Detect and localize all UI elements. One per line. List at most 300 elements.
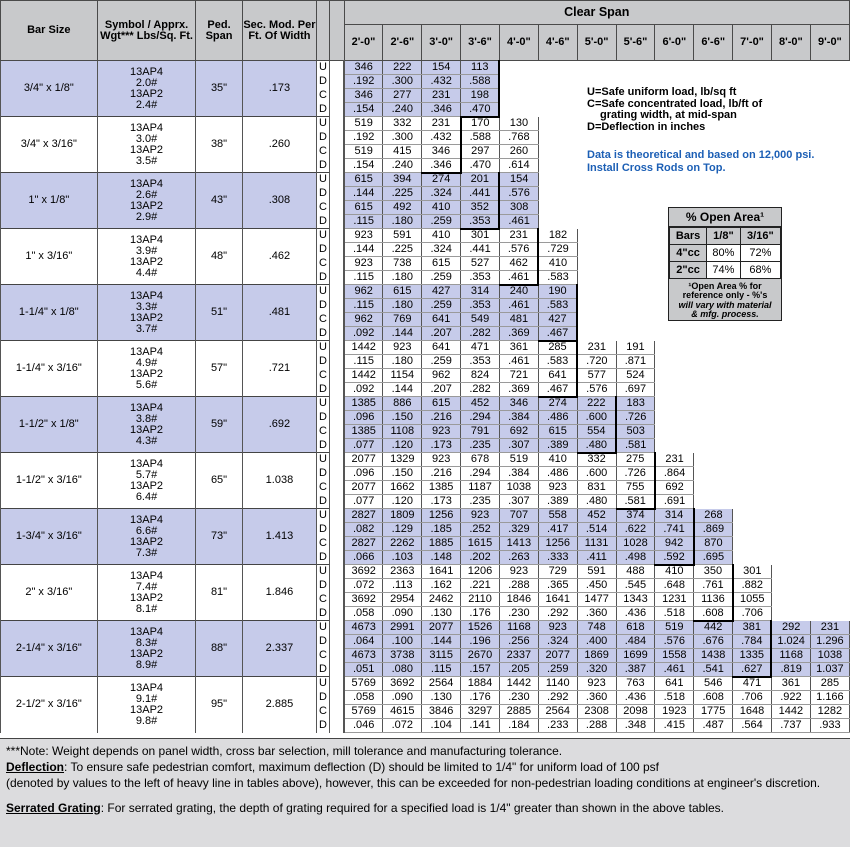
value-cell: 791 bbox=[461, 425, 500, 439]
row-letter: C bbox=[317, 145, 330, 159]
row-letter: U bbox=[317, 565, 330, 579]
value-cell: .384 bbox=[499, 411, 538, 425]
symbol-line: 13AP2 bbox=[130, 87, 164, 100]
span-header: 2'-0" bbox=[344, 25, 383, 61]
value-cell: .387 bbox=[616, 663, 655, 677]
open-area-row-label: 4"cc bbox=[670, 245, 707, 262]
empty-cell bbox=[771, 467, 810, 481]
symbol-line: 9.8# bbox=[135, 714, 158, 727]
symbol-line: 6.4# bbox=[135, 490, 158, 503]
empty-cell bbox=[616, 313, 655, 327]
value-cell: .307 bbox=[499, 439, 538, 453]
value-cell: 1885 bbox=[422, 537, 461, 551]
empty-cell bbox=[733, 509, 772, 523]
value-cell: 452 bbox=[577, 509, 616, 523]
empty-cell bbox=[771, 117, 810, 131]
row-letter: C bbox=[317, 89, 330, 103]
ped-span-cell: 81" bbox=[196, 565, 242, 621]
value-cell: 615 bbox=[538, 425, 577, 439]
value-cell: 1615 bbox=[461, 537, 500, 551]
value-cell: 277 bbox=[383, 89, 422, 103]
value-cell: .726 bbox=[616, 467, 655, 481]
empty-cell bbox=[810, 229, 849, 243]
empty-cell bbox=[577, 327, 616, 341]
value-cell: .461 bbox=[499, 271, 538, 285]
value-cell: 198 bbox=[461, 89, 500, 103]
value-cell: .933 bbox=[810, 719, 849, 733]
value-cell: 410 bbox=[422, 229, 461, 243]
value-cell: 231 bbox=[577, 341, 616, 355]
value-cell: 314 bbox=[461, 285, 500, 299]
symbol-line: 3.9# bbox=[135, 244, 158, 257]
value-cell: 3692 bbox=[344, 593, 383, 607]
empty-cell bbox=[810, 327, 849, 341]
empty-cell bbox=[538, 159, 577, 173]
value-cell: .100 bbox=[383, 635, 422, 649]
empty-cell bbox=[694, 467, 733, 481]
value-cell: .092 bbox=[344, 383, 383, 397]
value-cell: 1028 bbox=[616, 537, 655, 551]
value-cell: 427 bbox=[422, 285, 461, 299]
value-cell: .162 bbox=[422, 579, 461, 593]
symbol-cell bbox=[97, 621, 196, 677]
value-cell: 1477 bbox=[577, 593, 616, 607]
row-letter: D bbox=[317, 131, 330, 145]
empty-cell bbox=[771, 75, 810, 89]
row-gap bbox=[329, 89, 344, 103]
symbol-line: 13AP4 bbox=[130, 457, 164, 470]
empty-cell bbox=[810, 61, 849, 75]
value-cell: .389 bbox=[538, 439, 577, 453]
row-gap bbox=[329, 411, 344, 425]
value-cell: 1699 bbox=[616, 649, 655, 663]
footnote-line: reference only - %'s bbox=[682, 290, 768, 301]
value-cell: .240 bbox=[383, 103, 422, 117]
value-cell: 5769 bbox=[344, 677, 383, 691]
empty-cell bbox=[733, 411, 772, 425]
legend bbox=[587, 87, 762, 133]
value-cell: .819 bbox=[771, 663, 810, 677]
row-gap bbox=[329, 537, 344, 551]
value-cell: .225 bbox=[383, 187, 422, 201]
sec-mod-cell: .308 bbox=[242, 173, 317, 229]
open-area-cell: 80% bbox=[707, 245, 741, 262]
value-cell: .581 bbox=[616, 439, 655, 453]
footnote-line: & mfg. process. bbox=[691, 309, 759, 320]
symbol-line: 2.0# bbox=[135, 76, 158, 89]
value-cell: .353 bbox=[461, 299, 500, 313]
value-cell: .737 bbox=[771, 719, 810, 733]
empty-cell bbox=[810, 467, 849, 481]
value-cell: .115 bbox=[344, 271, 383, 285]
value-cell: .120 bbox=[383, 495, 422, 509]
value-cell: 824 bbox=[461, 369, 500, 383]
value-cell: .480 bbox=[577, 495, 616, 509]
value-cell: .417 bbox=[538, 523, 577, 537]
symbol-line: 13AP4 bbox=[130, 233, 164, 246]
value-cell: 641 bbox=[538, 369, 577, 383]
row-gap bbox=[329, 649, 344, 663]
value-cell: .288 bbox=[499, 579, 538, 593]
value-cell: 641 bbox=[422, 313, 461, 327]
bar-size-cell: 2" x 3/16" bbox=[1, 565, 98, 621]
symbol-cell bbox=[97, 509, 196, 565]
value-cell: 154 bbox=[422, 61, 461, 75]
value-cell: 471 bbox=[461, 341, 500, 355]
symbol-line: 13AP2 bbox=[130, 479, 164, 492]
value-cell: 692 bbox=[499, 425, 538, 439]
empty-cell bbox=[771, 523, 810, 537]
empty-cell bbox=[694, 411, 733, 425]
value-cell: 2077 bbox=[344, 453, 383, 467]
row-gap bbox=[329, 621, 344, 635]
row-letter: U bbox=[317, 621, 330, 635]
empty-cell bbox=[771, 411, 810, 425]
value-cell: 346 bbox=[344, 61, 383, 75]
row-letter: C bbox=[317, 313, 330, 327]
empty-cell bbox=[538, 201, 577, 215]
value-cell: 442 bbox=[694, 621, 733, 635]
row-gap bbox=[329, 509, 344, 523]
row-letter: D bbox=[317, 691, 330, 705]
value-cell: .583 bbox=[538, 299, 577, 313]
row-gap bbox=[329, 551, 344, 565]
value-cell: .130 bbox=[422, 607, 461, 621]
empty-cell bbox=[771, 537, 810, 551]
symbol-line: 9.1# bbox=[135, 692, 158, 705]
value-cell: .148 bbox=[422, 551, 461, 565]
value-cell: 738 bbox=[383, 257, 422, 271]
value-cell: 260 bbox=[499, 145, 538, 159]
row-gap bbox=[329, 453, 344, 467]
empty-cell bbox=[810, 565, 849, 579]
value-cell: .150 bbox=[383, 411, 422, 425]
value-cell: .235 bbox=[461, 439, 500, 453]
table-row bbox=[1, 677, 850, 691]
value-cell: .115 bbox=[344, 215, 383, 229]
value-cell: 1413 bbox=[499, 537, 538, 551]
empty-cell bbox=[771, 341, 810, 355]
value-cell: .233 bbox=[538, 719, 577, 733]
value-cell: .324 bbox=[538, 635, 577, 649]
empty-cell bbox=[616, 215, 655, 229]
empty-cell bbox=[771, 607, 810, 621]
value-cell: .300 bbox=[383, 75, 422, 89]
value-cell: 410 bbox=[422, 201, 461, 215]
empty-cell bbox=[810, 145, 849, 159]
value-cell: 462 bbox=[499, 257, 538, 271]
table-row bbox=[1, 565, 850, 579]
row-gap bbox=[329, 579, 344, 593]
value-cell: .583 bbox=[538, 355, 577, 369]
bar-size-cell: 3/4" x 1/8" bbox=[1, 61, 98, 117]
value-cell: .333 bbox=[538, 551, 577, 565]
value-cell: 113 bbox=[461, 61, 500, 75]
empty-cell bbox=[771, 383, 810, 397]
value-cell: 1187 bbox=[461, 481, 500, 495]
row-letter: U bbox=[317, 117, 330, 131]
value-cell: 492 bbox=[383, 201, 422, 215]
table-row bbox=[1, 453, 850, 467]
value-cell: 641 bbox=[655, 677, 694, 691]
value-cell: 1.296 bbox=[810, 635, 849, 649]
value-cell: 374 bbox=[616, 509, 655, 523]
empty-cell bbox=[538, 103, 577, 117]
value-cell: 292 bbox=[771, 621, 810, 635]
value-cell: .282 bbox=[461, 383, 500, 397]
value-cell: .348 bbox=[616, 719, 655, 733]
value-cell: .384 bbox=[499, 467, 538, 481]
symbol-line: 4.4# bbox=[135, 266, 158, 279]
empty-cell bbox=[733, 397, 772, 411]
row-letter: D bbox=[317, 327, 330, 341]
value-cell: 1526 bbox=[461, 621, 500, 635]
value-cell: .729 bbox=[538, 243, 577, 257]
value-cell: 1923 bbox=[655, 705, 694, 719]
symbol-cell bbox=[97, 397, 196, 453]
empty-cell bbox=[616, 271, 655, 285]
empty-cell bbox=[771, 453, 810, 467]
value-cell: .046 bbox=[344, 719, 383, 733]
value-cell: 546 bbox=[694, 677, 733, 691]
value-cell: .066 bbox=[344, 551, 383, 565]
table-row bbox=[1, 61, 850, 75]
value-cell: 615 bbox=[344, 201, 383, 215]
row-gap bbox=[329, 719, 344, 733]
value-cell: .294 bbox=[461, 411, 500, 425]
value-cell: 923 bbox=[499, 565, 538, 579]
value-cell: 2077 bbox=[538, 649, 577, 663]
empty-cell bbox=[810, 131, 849, 145]
empty-cell bbox=[810, 383, 849, 397]
value-cell: 2827 bbox=[344, 537, 383, 551]
value-cell: 923 bbox=[344, 257, 383, 271]
value-cell: .411 bbox=[577, 551, 616, 565]
symbol-line: 13AP4 bbox=[130, 65, 164, 78]
value-cell: .470 bbox=[461, 103, 500, 117]
value-cell: .415 bbox=[655, 719, 694, 733]
value-cell: .864 bbox=[655, 467, 694, 481]
empty-cell bbox=[538, 75, 577, 89]
value-cell: .761 bbox=[694, 579, 733, 593]
empty-cell bbox=[733, 467, 772, 481]
value-cell: .113 bbox=[383, 579, 422, 593]
value-cell: .600 bbox=[577, 467, 616, 481]
span-header: 5'-6" bbox=[616, 25, 655, 61]
value-cell: .706 bbox=[733, 691, 772, 705]
value-cell: .144 bbox=[422, 635, 461, 649]
row-gap bbox=[329, 467, 344, 481]
deflection-note bbox=[6, 759, 844, 775]
value-cell: 1343 bbox=[616, 593, 655, 607]
value-cell: .697 bbox=[616, 383, 655, 397]
value-cell: .154 bbox=[344, 159, 383, 173]
value-cell: 190 bbox=[538, 285, 577, 299]
value-cell: .058 bbox=[344, 607, 383, 621]
empty-cell bbox=[771, 579, 810, 593]
value-cell: 1438 bbox=[694, 649, 733, 663]
value-cell: .144 bbox=[344, 187, 383, 201]
value-cell: 361 bbox=[771, 677, 810, 691]
value-cell: .173 bbox=[422, 439, 461, 453]
symbol-cell bbox=[97, 453, 196, 509]
symbol-line: 13AP2 bbox=[130, 647, 164, 660]
row-gap bbox=[329, 565, 344, 579]
empty-cell bbox=[616, 201, 655, 215]
empty-cell bbox=[616, 229, 655, 243]
value-cell: .487 bbox=[694, 719, 733, 733]
deflection-note-cont: (denoted by values to the left of heavy line in tables above), however, this can be exceeded for non-pedestrian loading conditions at engineer's discretion. bbox=[6, 776, 821, 791]
value-cell: 471 bbox=[733, 677, 772, 691]
value-cell: 962 bbox=[422, 369, 461, 383]
value-cell: .176 bbox=[461, 607, 500, 621]
value-cell: .230 bbox=[499, 607, 538, 621]
row-letter: D bbox=[317, 75, 330, 89]
symbol-line: 3.7# bbox=[135, 322, 158, 335]
value-cell: .564 bbox=[733, 719, 772, 733]
value-cell: 769 bbox=[383, 313, 422, 327]
value-cell: 2262 bbox=[383, 537, 422, 551]
symbol-line: 4.3# bbox=[135, 434, 158, 447]
empty-cell bbox=[771, 509, 810, 523]
value-cell: 748 bbox=[577, 621, 616, 635]
empty-cell bbox=[810, 481, 849, 495]
value-cell: .706 bbox=[733, 607, 772, 621]
value-cell: 729 bbox=[538, 565, 577, 579]
value-cell: 886 bbox=[383, 397, 422, 411]
value-cell: 4673 bbox=[344, 621, 383, 635]
value-cell: 1558 bbox=[655, 649, 694, 663]
row-letter: D bbox=[317, 159, 330, 173]
value-cell: .346 bbox=[422, 103, 461, 117]
value-cell: 1884 bbox=[461, 677, 500, 691]
value-cell: 1168 bbox=[499, 621, 538, 635]
value-cell: 2462 bbox=[422, 593, 461, 607]
empty-cell bbox=[810, 173, 849, 187]
ped-span-cell: 57" bbox=[196, 341, 242, 397]
empty-cell bbox=[771, 593, 810, 607]
value-cell: 1108 bbox=[383, 425, 422, 439]
sec-mod-cell: 2.885 bbox=[242, 677, 317, 733]
empty-cell bbox=[733, 425, 772, 439]
row-gap bbox=[329, 677, 344, 691]
row-letter: C bbox=[317, 705, 330, 719]
empty-cell bbox=[810, 355, 849, 369]
empty-cell bbox=[810, 523, 849, 537]
value-cell: .092 bbox=[344, 327, 383, 341]
row-letter: D bbox=[317, 411, 330, 425]
symbol-line: 13AP2 bbox=[130, 311, 164, 324]
value-cell: 274 bbox=[538, 397, 577, 411]
empty-cell bbox=[771, 425, 810, 439]
empty-cell bbox=[771, 481, 810, 495]
value-cell: .176 bbox=[461, 691, 500, 705]
row-gap bbox=[329, 229, 344, 243]
row-gap bbox=[329, 117, 344, 131]
value-cell: 1154 bbox=[383, 369, 422, 383]
symbol-line: 2.6# bbox=[135, 188, 158, 201]
value-cell: 962 bbox=[344, 285, 383, 299]
empty-cell bbox=[694, 61, 733, 75]
value-cell: .353 bbox=[461, 271, 500, 285]
row-gap bbox=[329, 243, 344, 257]
empty-cell bbox=[616, 243, 655, 257]
value-cell: .180 bbox=[383, 355, 422, 369]
ped-span-cell: 43" bbox=[196, 173, 242, 229]
empty-cell bbox=[655, 61, 694, 75]
empty-cell bbox=[577, 173, 616, 187]
value-cell: .450 bbox=[577, 579, 616, 593]
value-cell: .592 bbox=[655, 551, 694, 565]
value-cell: 1385 bbox=[422, 481, 461, 495]
value-cell: .608 bbox=[694, 607, 733, 621]
empty-cell bbox=[733, 439, 772, 453]
row-gap bbox=[329, 285, 344, 299]
clear-span-header: Clear Span bbox=[344, 1, 849, 25]
value-cell: 721 bbox=[499, 369, 538, 383]
empty-cell bbox=[616, 61, 655, 75]
value-cell: .486 bbox=[538, 411, 577, 425]
row-letter: U bbox=[317, 285, 330, 299]
empty-cell bbox=[810, 313, 849, 327]
row-gap bbox=[329, 61, 344, 75]
value-cell: 1775 bbox=[694, 705, 733, 719]
row-letter: D bbox=[317, 103, 330, 117]
value-cell: .300 bbox=[383, 131, 422, 145]
symbol-cell bbox=[97, 117, 196, 173]
empty-cell bbox=[577, 271, 616, 285]
row-letter: C bbox=[317, 257, 330, 271]
row-letter: D bbox=[317, 579, 330, 593]
ped-span-cell: 51" bbox=[196, 285, 242, 341]
value-cell: 1168 bbox=[771, 649, 810, 663]
open-area-cell: 68% bbox=[740, 262, 780, 279]
empty-cell bbox=[733, 355, 772, 369]
value-cell: .869 bbox=[694, 523, 733, 537]
value-cell: 1442 bbox=[499, 677, 538, 691]
row-gap bbox=[329, 397, 344, 411]
value-cell: 3846 bbox=[422, 705, 461, 719]
empty-cell bbox=[694, 495, 733, 509]
value-cell: 1385 bbox=[344, 397, 383, 411]
empty-cell bbox=[577, 201, 616, 215]
empty-cell bbox=[771, 495, 810, 509]
value-cell: 755 bbox=[616, 481, 655, 495]
value-cell: 3692 bbox=[344, 565, 383, 579]
value-cell: 1038 bbox=[810, 649, 849, 663]
value-cell: 231 bbox=[422, 89, 461, 103]
legend-line: grating width, at mid-span bbox=[600, 109, 737, 122]
value-cell: .096 bbox=[344, 411, 383, 425]
value-cell: 2564 bbox=[422, 677, 461, 691]
serrated-label: Serrated Grating bbox=[6, 800, 101, 815]
span-header: 6'-0" bbox=[655, 25, 694, 61]
value-cell: .329 bbox=[499, 523, 538, 537]
row-gap bbox=[329, 663, 344, 677]
span-header: 6'-6" bbox=[694, 25, 733, 61]
row-gap bbox=[329, 173, 344, 187]
value-cell: .207 bbox=[422, 383, 461, 397]
empty-cell bbox=[810, 257, 849, 271]
row-gap bbox=[329, 257, 344, 271]
row-letter: C bbox=[317, 201, 330, 215]
table-row bbox=[1, 397, 850, 411]
row-letter: D bbox=[317, 299, 330, 313]
symbol-line: 3.8# bbox=[135, 412, 158, 425]
empty-cell bbox=[810, 89, 849, 103]
ped-span-cell: 59" bbox=[196, 397, 242, 453]
empty-cell bbox=[577, 285, 616, 299]
